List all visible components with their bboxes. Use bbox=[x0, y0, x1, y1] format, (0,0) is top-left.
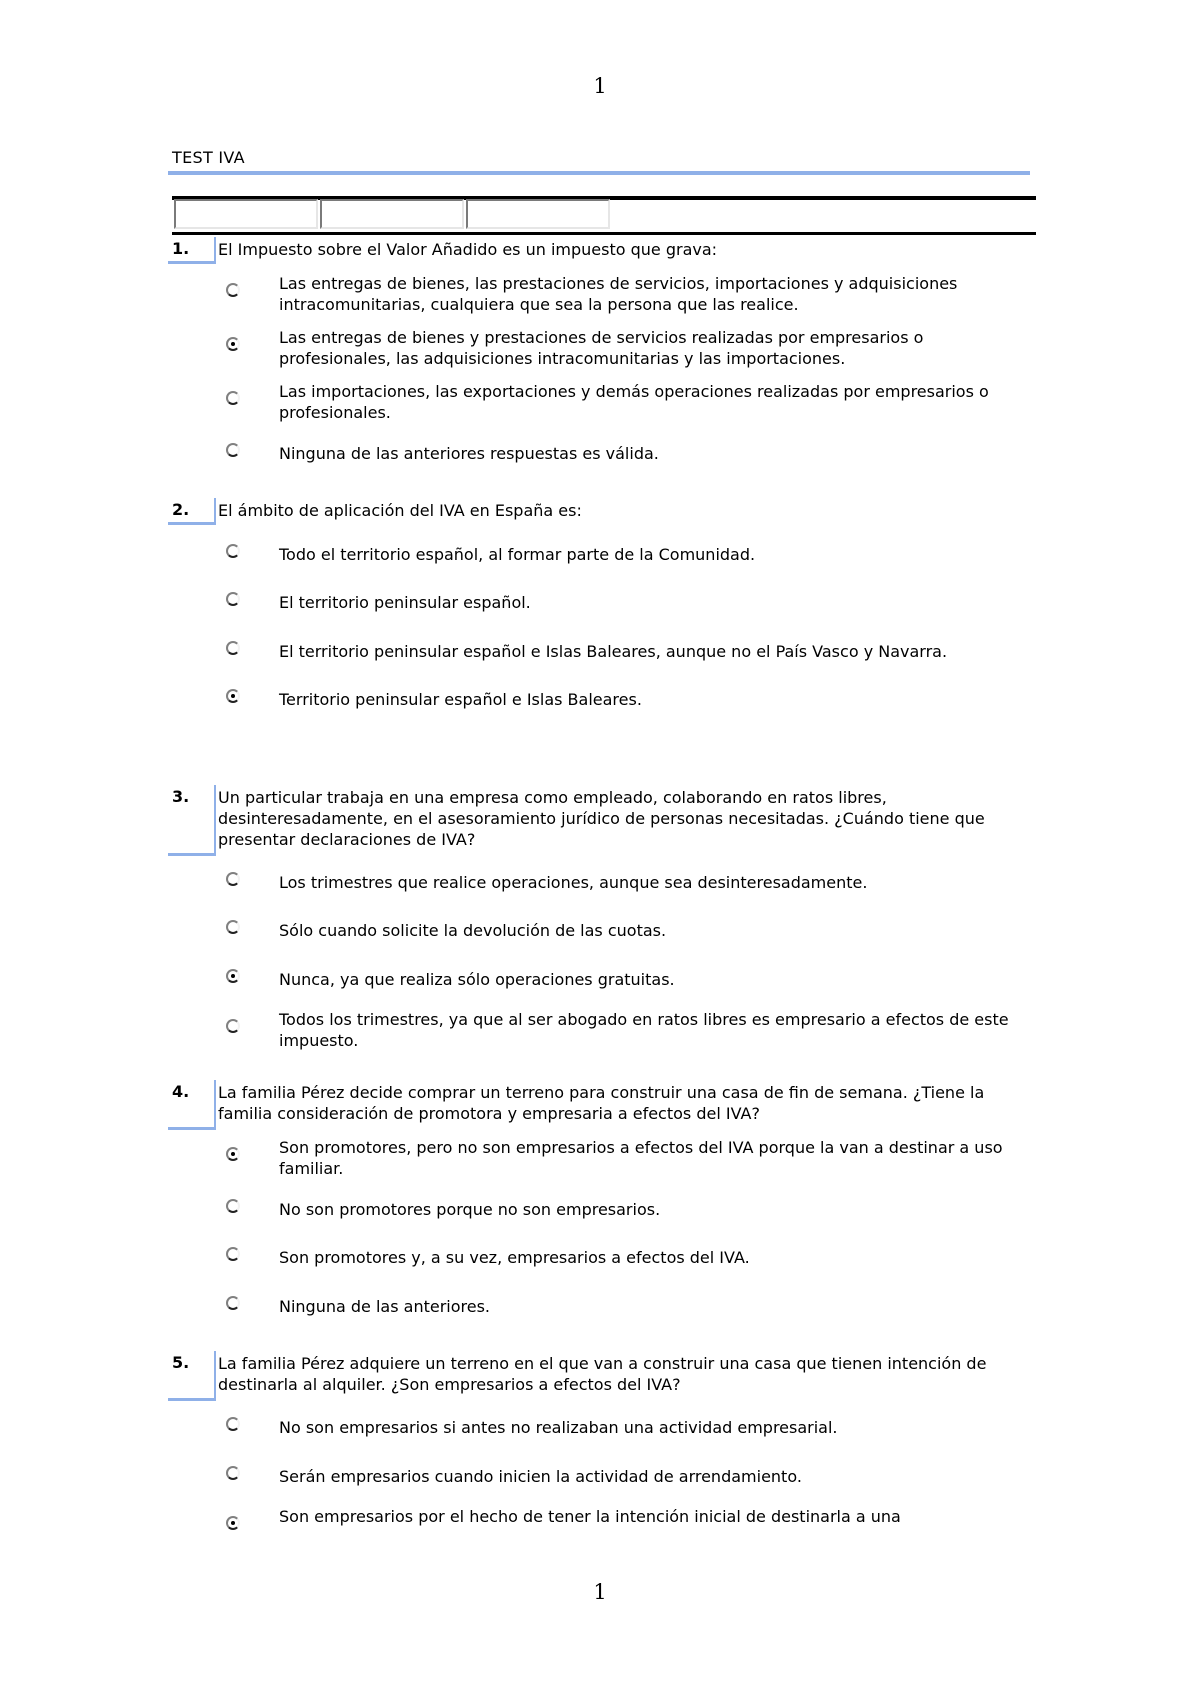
page-number-bottom: 1 bbox=[593, 1580, 607, 1604]
title-divider bbox=[168, 171, 1030, 175]
radio-button-selected[interactable] bbox=[226, 1147, 240, 1161]
question-number: 5. bbox=[172, 1353, 190, 1372]
option-text: Serán empresarios cuando inicien la actividad de arrendamiento. bbox=[279, 1467, 802, 1486]
question-text: Un particular trabaja en una empresa como empleado, colaborando en ratos libres, desinteresadamente, en el asesoramiento jurídico de personas necesitadas. ¿Cuándo tiene que presentar declaraciones de IVA? bbox=[218, 788, 985, 849]
option-text: Son promotores y, a su vez, empresarios a efectos del IVA. bbox=[279, 1248, 750, 1267]
question-number: 4. bbox=[172, 1082, 190, 1101]
option-text: Ninguna de las anteriores. bbox=[279, 1297, 491, 1316]
option-text: Los trimestres que realice operaciones, aunque sea desinteresadamente. bbox=[279, 873, 868, 892]
option-text: Sólo cuando solicite la devolución de las cuotas. bbox=[279, 921, 667, 940]
radio-button[interactable] bbox=[226, 544, 240, 558]
header-field-3[interactable] bbox=[466, 199, 610, 229]
radio-button[interactable] bbox=[226, 920, 240, 934]
option-text: Territorio peninsular español e Islas Baleares. bbox=[279, 690, 642, 709]
option-text: El territorio peninsular español. bbox=[279, 593, 531, 612]
radio-button-selected[interactable] bbox=[226, 689, 240, 703]
option-text: Las entregas de bienes, las prestaciones de servicios, importaciones y adquisiciones intracomunitarias, cualquiera que sea la persona que las realice. bbox=[279, 274, 958, 314]
question-text: La familia Pérez decide comprar un terreno para construir una casa de fin de semana. ¿Tiene la familia consideración de promotora y empresaria a efectos del IVA? bbox=[218, 1083, 985, 1123]
option-text: El territorio peninsular español e Islas Baleares, aunque no el País Vasco y Navarra. bbox=[279, 642, 948, 661]
option-text: Ninguna de las anteriores respuestas es válida. bbox=[279, 444, 659, 463]
radio-button[interactable] bbox=[226, 391, 240, 405]
question-text: El ámbito de aplicación del IVA en España es: bbox=[218, 501, 582, 520]
radio-button[interactable] bbox=[226, 1466, 240, 1480]
header-field-1[interactable] bbox=[174, 199, 318, 229]
radio-button[interactable] bbox=[226, 641, 240, 655]
option-text: No son empresarios si antes no realizaban una actividad empresarial. bbox=[279, 1418, 838, 1437]
radio-button[interactable] bbox=[226, 1199, 240, 1213]
answer-header-bar bbox=[172, 196, 1036, 236]
radio-button[interactable] bbox=[226, 1019, 240, 1033]
option-text: Son promotores, pero no son empresarios a efectos del IVA porque la van a destinar a uso familiar. bbox=[279, 1138, 1003, 1178]
option-text: No son promotores porque no son empresarios. bbox=[279, 1200, 661, 1219]
radio-button[interactable] bbox=[226, 592, 240, 606]
radio-button-selected[interactable] bbox=[226, 969, 240, 983]
question-number: 2. bbox=[172, 500, 190, 519]
option-text: Todo el territorio español, al formar parte de la Comunidad. bbox=[279, 545, 756, 564]
header-field-2[interactable] bbox=[320, 199, 464, 229]
page-number-top: 1 bbox=[593, 74, 607, 98]
radio-button-selected[interactable] bbox=[226, 1516, 240, 1530]
radio-button[interactable] bbox=[226, 1417, 240, 1431]
radio-button[interactable] bbox=[226, 443, 240, 457]
question-number: 1. bbox=[172, 239, 190, 258]
option-text: Son empresarios por el hecho de tener la intención inicial de destinarla a una bbox=[279, 1507, 901, 1526]
question-text: El Impuesto sobre el Valor Añadido es un impuesto que grava: bbox=[218, 240, 718, 259]
option-text: Las entregas de bienes y prestaciones de servicios realizadas por empresarios o profesionales, las adquisiciones intracomunitarias y las importaciones. bbox=[279, 328, 924, 368]
radio-button[interactable] bbox=[226, 1247, 240, 1261]
option-text: Todos los trimestres, ya que al ser abogado en ratos libres es empresario a efectos de este impuesto. bbox=[279, 1010, 1009, 1050]
option-text: Nunca, ya que realiza sólo operaciones gratuitas. bbox=[279, 970, 675, 989]
radio-button[interactable] bbox=[226, 1296, 240, 1310]
question-number: 3. bbox=[172, 787, 190, 806]
radio-button-selected[interactable] bbox=[226, 337, 240, 351]
radio-button[interactable] bbox=[226, 283, 240, 297]
header-rule-bottom bbox=[172, 232, 1036, 235]
option-text: Las importaciones, las exportaciones y demás operaciones realizadas por empresarios o profesionales. bbox=[279, 382, 989, 422]
test-title: TEST IVA bbox=[172, 148, 245, 167]
radio-button[interactable] bbox=[226, 872, 240, 886]
question-text: La familia Pérez adquiere un terreno en el que van a construir una casa que tienen intención de destinarla al alquiler. ¿Son empresarios a efectos del IVA? bbox=[218, 1354, 987, 1394]
